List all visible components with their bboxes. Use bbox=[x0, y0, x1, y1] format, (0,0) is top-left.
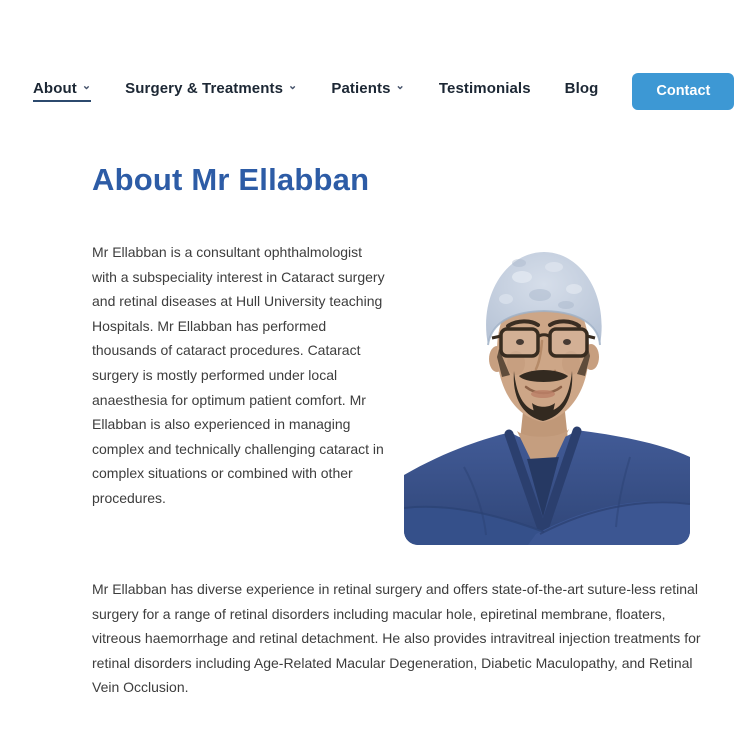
nav-item-label: Blog bbox=[564, 80, 599, 97]
contact-button[interactable]: Contact bbox=[632, 73, 734, 110]
nav-item-label: Surgery & Treatments bbox=[125, 80, 284, 97]
nav-item-patients[interactable] bbox=[331, 80, 404, 102]
nav-item-label: Patients bbox=[331, 80, 391, 97]
nav-item-surgery-treatments[interactable] bbox=[125, 80, 297, 102]
nav-item-testimonials[interactable] bbox=[439, 80, 531, 102]
page-title: About Mr Ellabban bbox=[92, 162, 370, 197]
surgeon-portrait-photo bbox=[404, 245, 690, 545]
chevron-down-icon: ⌄ bbox=[81, 80, 92, 92]
body-paragraph: Mr Ellabban has diverse experience in retinal surgery and offers state-of-the-art suture-less retinal surgery for a range of retinal disorders including macular hole, epiretinal membrane, floaters, vitreous haemorrhage and retinal detachment. He also provides intravitreal injection treatments for retinal disorders including Age-Related Macular Degeneration, Diabetic Maculopathy, and Retinal Vein Occlusion. bbox=[92, 581, 701, 696]
chevron-down-icon: ⌄ bbox=[288, 80, 298, 92]
chevron-down-icon: ⌄ bbox=[395, 80, 405, 92]
main-navigation bbox=[33, 72, 734, 110]
surgeon-portrait-illustration bbox=[404, 245, 690, 545]
nav-item-label: Testimonials bbox=[438, 80, 531, 97]
intro-paragraph: Mr Ellabban is a consultant ophthalmologist with a subspeciality interest in Cataract surgery and retinal diseases at Hull University teaching Hospitals. Mr Ellabban has performed thousands of cataract procedures. Cataract surgery is mostly performed under local anaesthesia for optimum patient comfort. Mr Ellabban is also experienced in managing complex and technically challenging cataract in complex situations or combined with other procedures. bbox=[92, 244, 385, 506]
nav-item-label: About bbox=[33, 80, 77, 97]
nav-item-blog[interactable] bbox=[565, 80, 599, 102]
nav-item-about[interactable] bbox=[33, 80, 91, 102]
